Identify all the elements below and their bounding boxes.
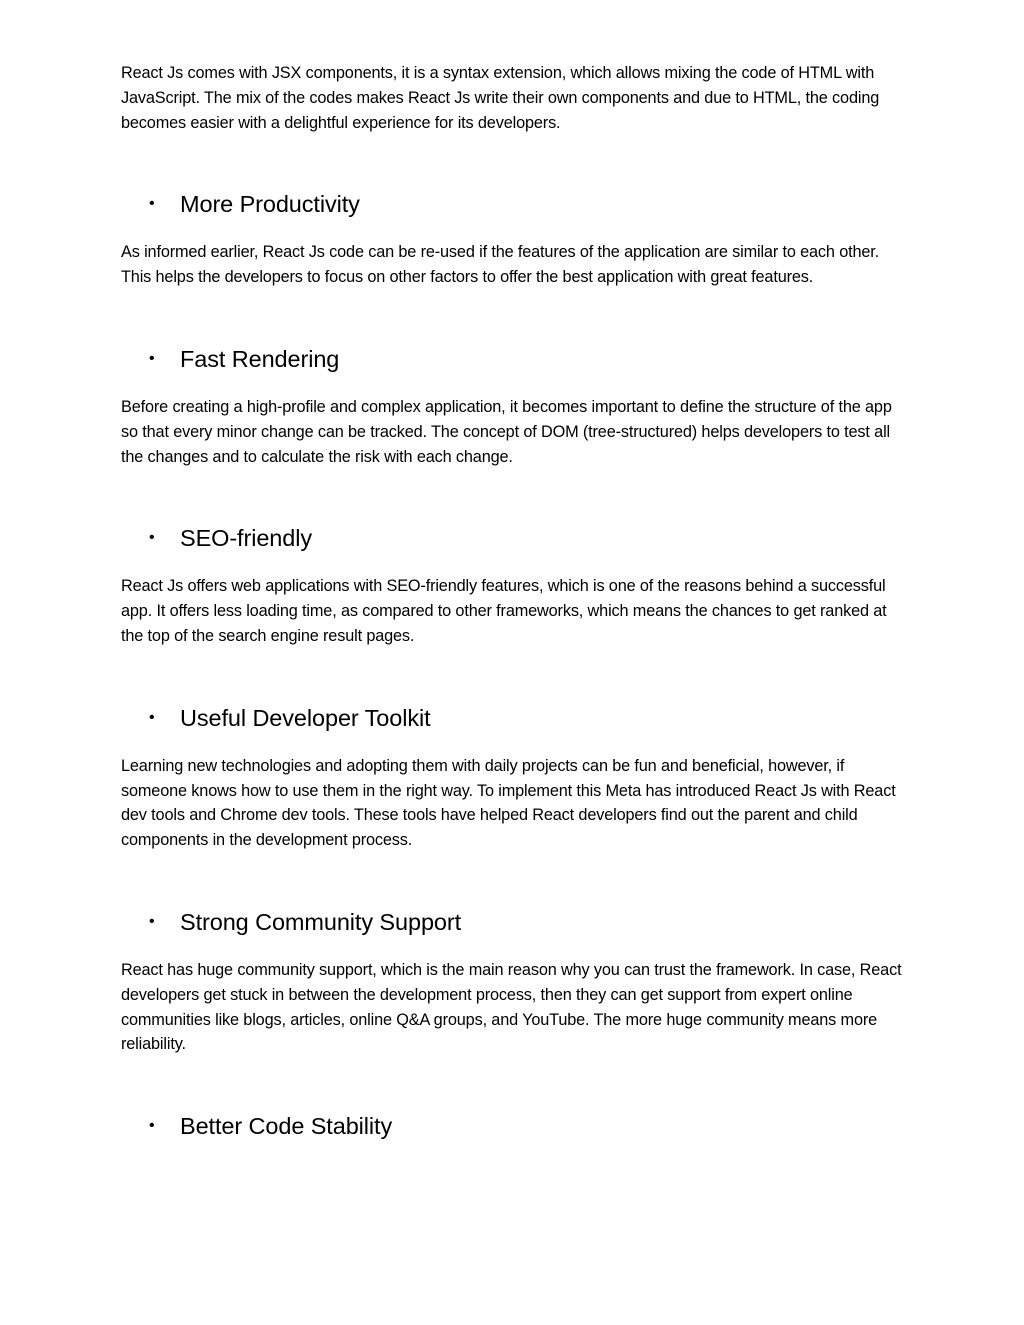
bullet-icon: • [149, 349, 155, 367]
section-heading [121, 907, 911, 937]
section-heading [121, 189, 911, 219]
section-heading-text: Useful Developer Toolkit [180, 704, 431, 731]
section-better-code-stability [121, 1111, 911, 1141]
section-fast-rendering [121, 344, 911, 469]
bullet-icon: • [149, 195, 155, 213]
bullet-icon: • [149, 912, 155, 930]
section-body: React has huge community support, which is the main reason why you can trust the framework. In case, React developers get stuck in between the development process, then they can get support from expert online communities like blogs, articles, online Q&A groups, and YouTube. The more huge community means more reliability. [121, 960, 902, 1054]
section-heading-text: Strong Community Support [180, 908, 462, 935]
section-heading [121, 1111, 911, 1141]
section-useful-developer-toolkit [121, 703, 911, 853]
section-heading-text: Fast Rendering [180, 345, 340, 372]
section-heading [121, 344, 911, 374]
section-strong-community-support [121, 907, 911, 1057]
section-heading-text: More Productivity [180, 191, 360, 218]
section-heading-text: Better Code Stability [180, 1113, 393, 1140]
section-body: As informed earlier, React Js code can be re-used if the features of the application are similar to each other. This helps the developers to focus on other factors to offer the best application with great features. [121, 243, 880, 287]
section-body: React Js offers web applications with SEO-friendly features, which is one of the reasons behind a successful app. It offers less loading time, as compared to other frameworks, which means the chances to get ranked at the top of the search engine result pages. [121, 577, 887, 645]
page-content [121, 61, 911, 1141]
intro-paragraph: React Js comes with JSX components, it is a syntax extension, which allows mixing the code of HTML with JavaScript. The mix of the codes makes React Js write their own components and due to HTML, the coding becomes easier with a delightful experience for its developers. [121, 64, 880, 132]
section-heading-text: SEO-friendly [180, 525, 313, 552]
bullet-icon: • [149, 1117, 155, 1135]
section-seo-friendly [121, 523, 911, 648]
bullet-icon: • [149, 708, 155, 726]
section-body: Before creating a high-profile and complex application, it becomes important to define the structure of the app so that every minor change can be tracked. The concept of DOM (tree-structured) helps developers to test all the changes and to calculate the risk with each change. [121, 397, 892, 466]
bullet-icon: • [149, 529, 155, 547]
section-body: Learning new technologies and adopting them with daily projects can be fun and beneficial, however, if someone knows how to use them in the right way. To implement this Meta has introduced React Js with React dev tools and Chrome dev tools. These tools have helped React developers find out the parent and child components in the development process. [121, 756, 896, 850]
section-more-productivity [121, 189, 911, 290]
section-heading [121, 523, 911, 553]
section-heading [121, 703, 911, 733]
